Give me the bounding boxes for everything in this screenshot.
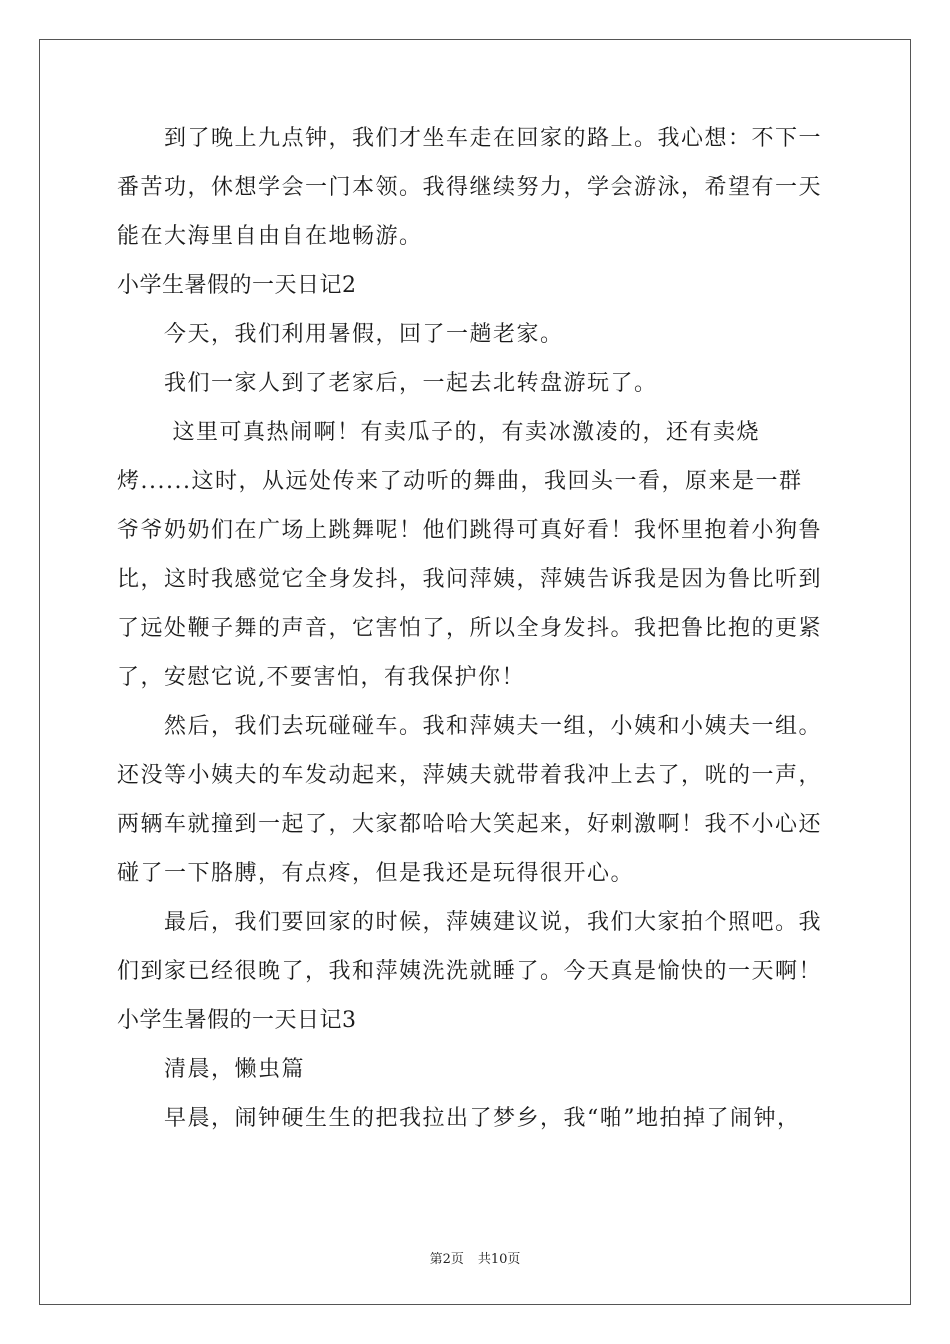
page-total: 共10页 <box>477 1252 521 1267</box>
text-line: 了远处鞭子舞的声音，它害怕了，所以全身发抖。我把鲁比抱的更紧 <box>117 616 823 641</box>
text-line: 了，安慰它说,不要害怕，有我保护你！ <box>117 665 525 690</box>
text-line: 爷爷奶奶们在广场上跳舞呢！他们跳得可真好看！我怀里抱着小狗鲁 <box>117 518 823 543</box>
text-line: 比，这时我感觉它全身发抖，我问萍姨，萍姨告诉我是因为鲁比听到 <box>117 567 823 592</box>
section-heading: 小学生暑假的一天日记2 <box>117 273 357 298</box>
text-line: 两辆车就撞到一起了，大家都哈哈大笑起来，好刺激啊！我不小心还 <box>117 812 823 837</box>
text-line: 我们一家人到了老家后，一起去北转盘游玩了。 <box>117 371 658 396</box>
text-line: 们到家已经很晚了，我和萍姨洗洗就睡了。今天真是愉快的一天啊！ <box>117 959 823 984</box>
text-line: 能在大海里自由自在地畅游。 <box>117 224 423 249</box>
text-line: 烤......这时，从远处传来了动听的舞曲，我回头一看，原来是一群 <box>117 469 803 494</box>
text-line: 清晨，懒虫篇 <box>117 1057 306 1082</box>
page-number: 第2页 <box>429 1252 464 1267</box>
text-line: 碰了一下胳膊，有点疼，但是我还是玩得很开心。 <box>117 861 635 886</box>
page-footer <box>0 1248 950 1267</box>
section-heading: 小学生暑假的一天日记3 <box>117 1008 357 1033</box>
text-line: 最后，我们要回家的时候，萍姨建议说，我们大家拍个照吧。我 <box>117 910 823 935</box>
text-line: 这里可真热闹啊！有卖瓜子的，有卖冰激凌的，还有卖烧 <box>117 420 760 445</box>
text-line: 今天，我们利用暑假，回了一趟老家。 <box>117 322 564 347</box>
text-line: 番苦功，休想学会一门本领。我得继续努力，学会游泳，希望有一天 <box>117 175 823 200</box>
text-line: 然后，我们去玩碰碰车。我和萍姨夫一组，小姨和小姨夫一组。 <box>117 714 823 739</box>
text-line: 早晨，闹钟硬生生的把我拉出了梦乡，我“啪”地拍掉了闹钟， <box>117 1106 801 1131</box>
text-line: 还没等小姨夫的车发动起来，萍姨夫就带着我冲上去了，咣的一声， <box>117 763 823 788</box>
text-line: 到了晚上九点钟，我们才坐车走在回家的路上。我心想：不下一 <box>117 126 823 151</box>
